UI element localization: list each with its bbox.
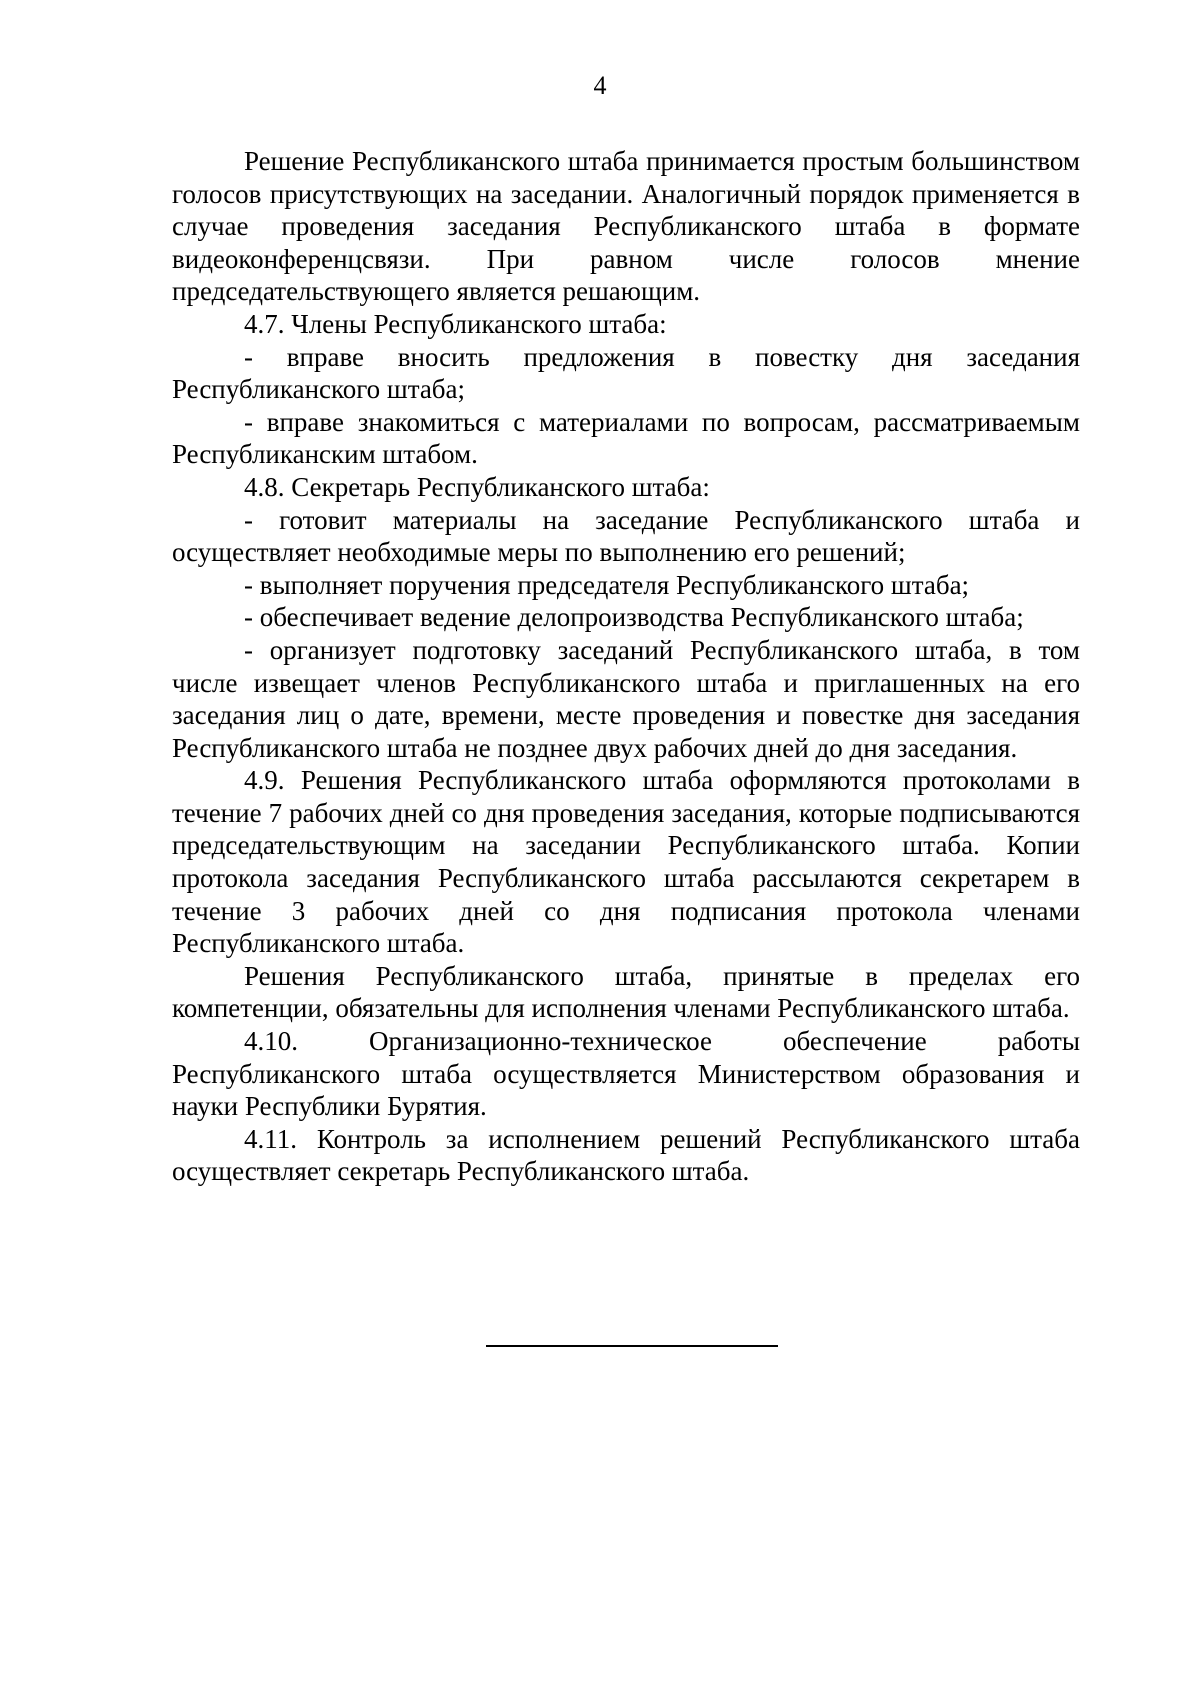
- paragraph-decision-voting: Решение Республиканского штаба принимается простым большинством голосов присутствующих на заседании. Аналогичный порядок применяется в случае проведения заседания Республиканского штаба в формате видеоконференцсвязи. При равном числе голосов мнение председательствующего является решающим.: [172, 146, 1080, 307]
- paragraph-4-8-item-3: - обеспечивает ведение делопроизводства Республиканского штаба;: [244, 602, 1024, 633]
- page-number: 4: [593, 71, 607, 100]
- paragraph-4-10: 4.10. Организационно-техническое обеспечение работы Республиканского штаба осуществляется Министерством образования и науки Республики Бурятия.: [172, 1026, 1080, 1122]
- paragraph-4-11: 4.11. Контроль за исполнением решений Республиканского штаба осуществляет секретарь Республиканского штаба.: [172, 1123, 1080, 1187]
- paragraph-4-7-heading: 4.7. Члены Республиканского штаба:: [244, 308, 667, 339]
- paragraph-4-8-item-1: - готовит материалы на заседание Республиканского штаба и осуществляет необходимые меры по выполнению его решений;: [172, 504, 1080, 568]
- paragraph-4-7-item-2: - вправе знакомиться с материалами по вопросам, рассматриваемым Республиканским штабом.: [172, 406, 1080, 470]
- paragraph-decisions-binding: Решения Республиканского штаба, принятые в пределах его компетенции, обязательны для исполнения членами Республиканского штаба.: [172, 960, 1080, 1024]
- closing-separator-line: [486, 1345, 778, 1347]
- document-body: [172, 145, 1080, 1188]
- paragraph-4-8-heading: 4.8. Секретарь Республиканского штаба:: [244, 471, 710, 502]
- paragraph-4-9: 4.9. Решения Республиканского штаба оформляются протоколами в течение 7 рабочих дней со дня проведения заседания, которые подписываются председательствующим на заседании Республиканского штаба. Копии протокола заседания Республиканского штаба рассылаются секретарем в течение 3 рабочих дней со дня подписания протокола членами Республиканского штаба.: [172, 765, 1080, 959]
- paragraph-4-8-item-4: - организует подготовку заседаний Республиканского штаба, в том числе извещает членов Республиканского штаба и приглашенных на его заседания лиц о дате, времени, месте проведения и повестке дня заседания Республиканского штаба не позднее двух рабочих дней до дня заседания.: [172, 634, 1080, 763]
- paragraph-4-8-item-2: - выполняет поручения председателя Республиканского штаба;: [244, 569, 970, 600]
- paragraph-4-7-item-1: - вправе вносить предложения в повестку дня заседания Республиканского штаба;: [172, 341, 1080, 405]
